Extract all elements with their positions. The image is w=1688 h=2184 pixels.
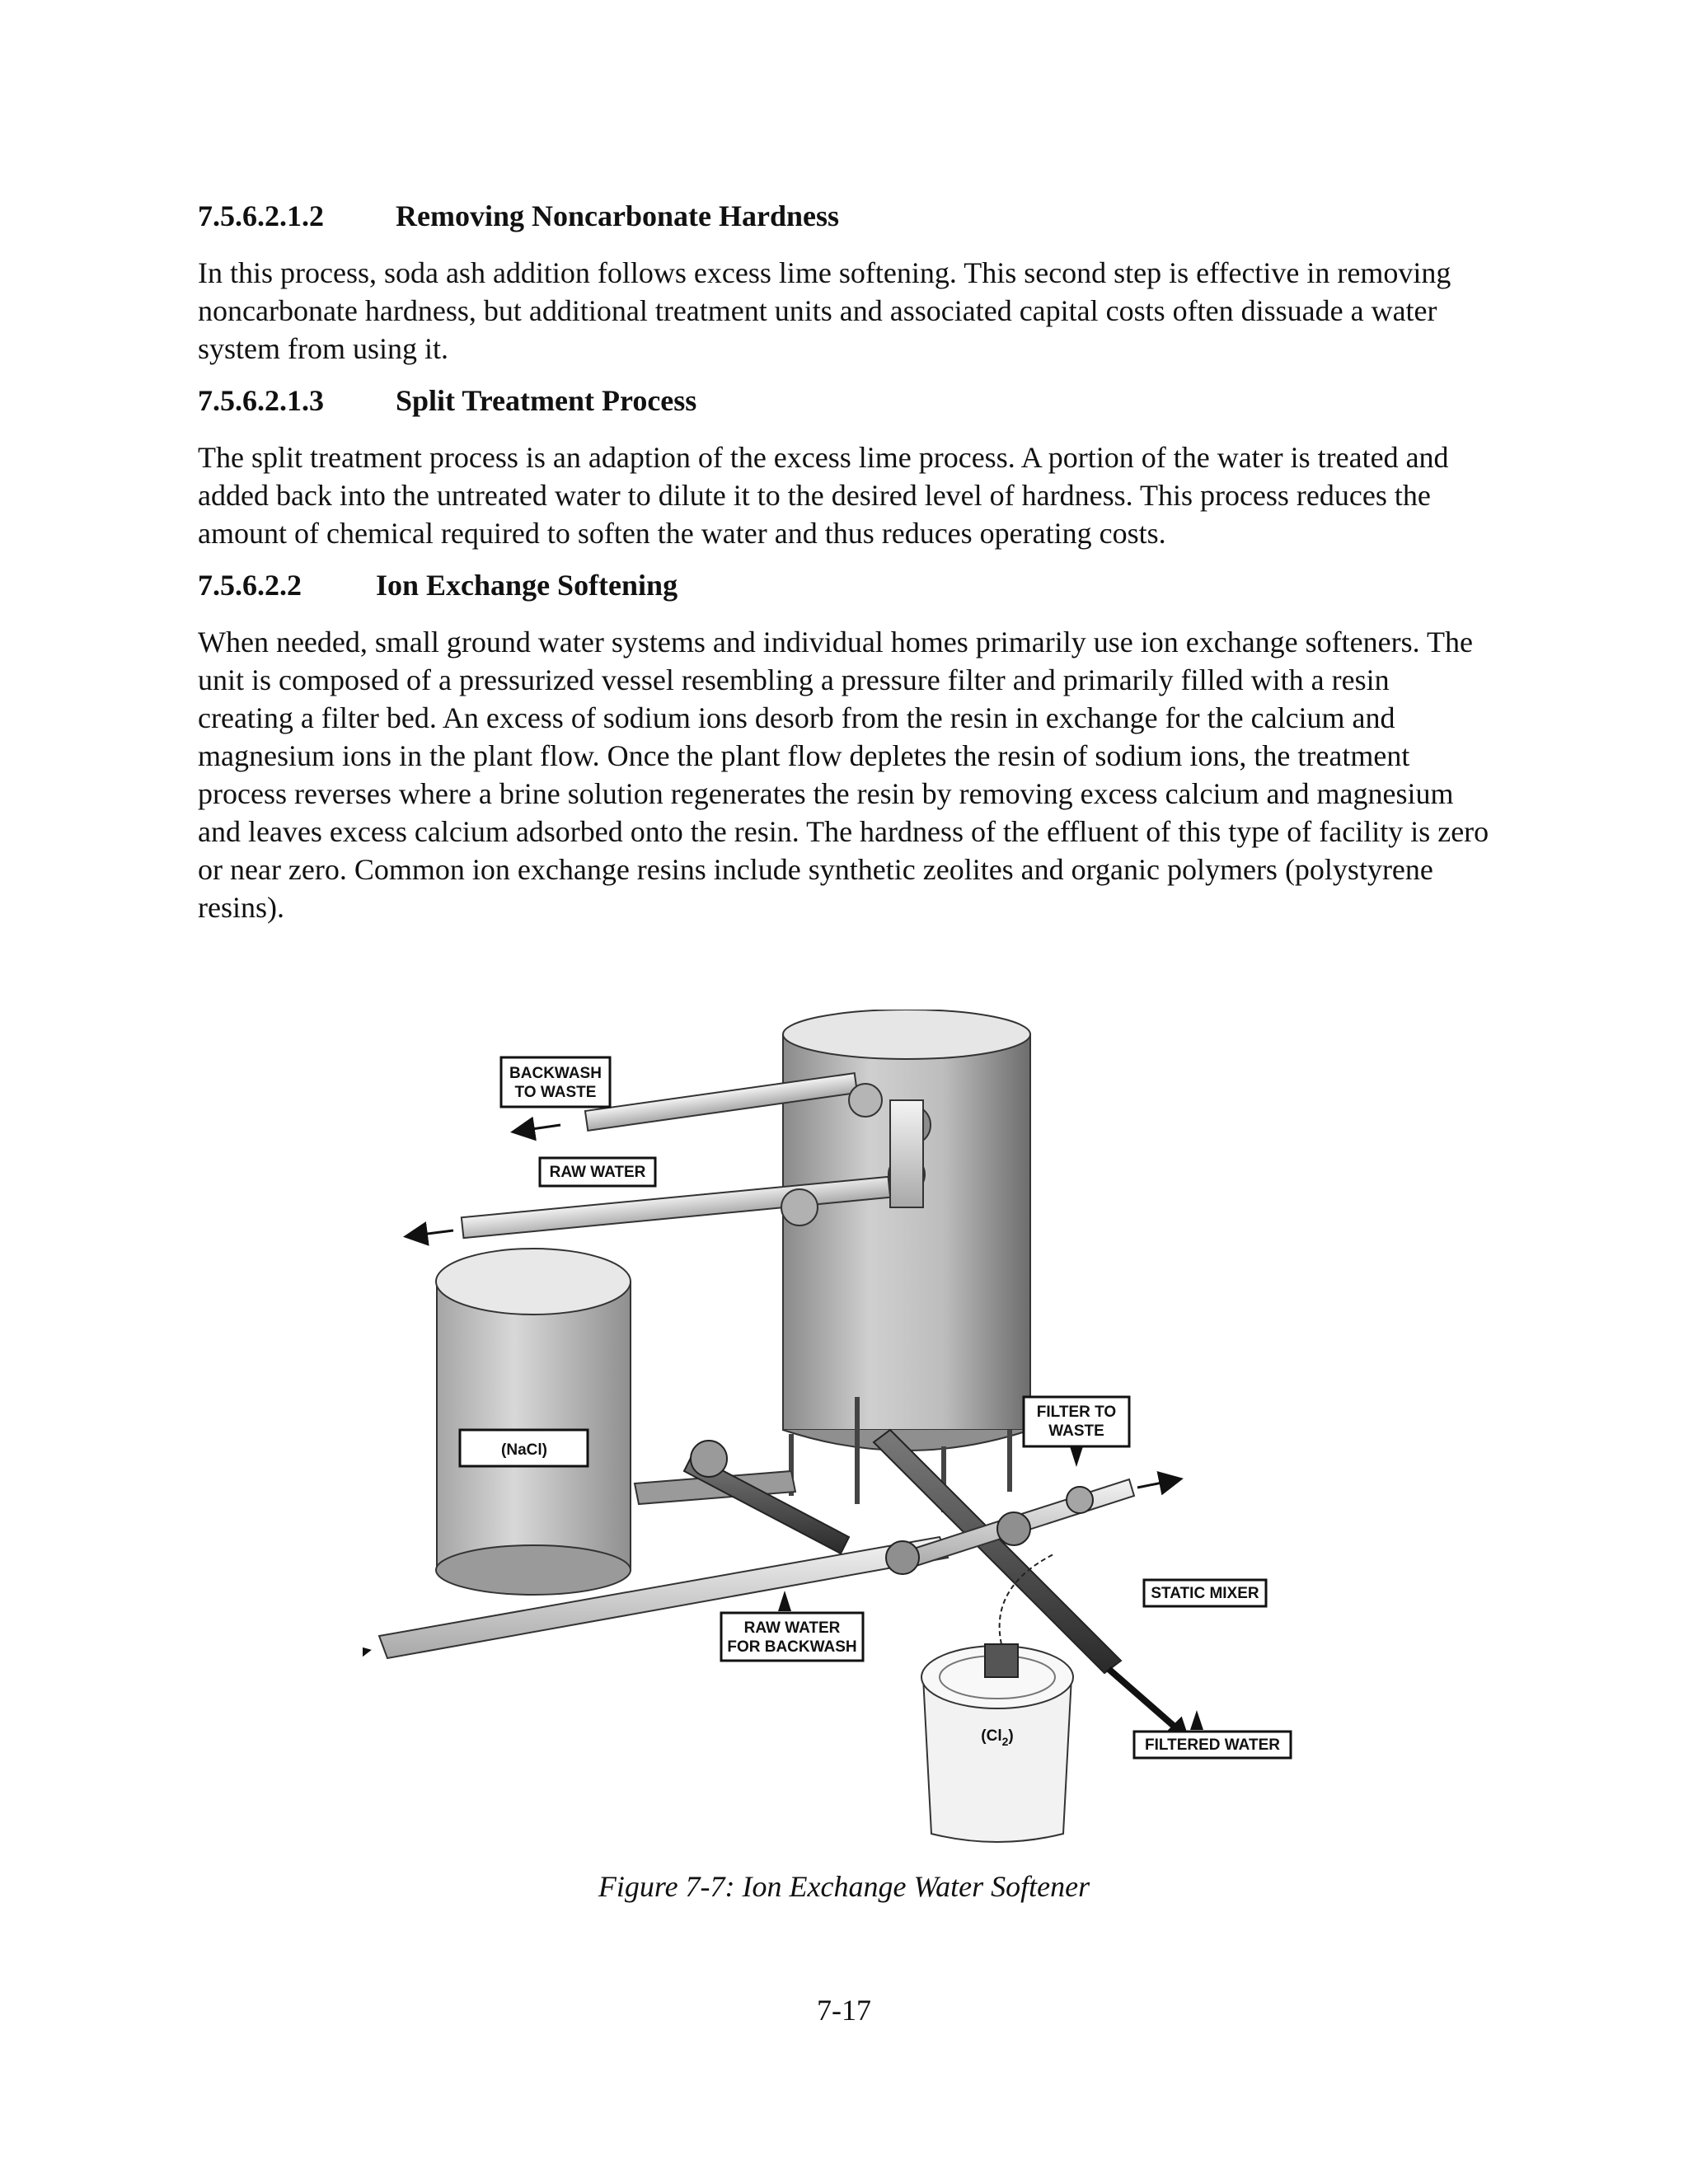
- svg-text:FILTERED WATER: FILTERED WATER: [1145, 1736, 1280, 1754]
- page-number: 7-17: [817, 1994, 871, 2027]
- section-title: Ion Exchange Softening: [376, 569, 678, 602]
- document-page: [198, 198, 1492, 941]
- section-heading-split: [198, 382, 1492, 419]
- svg-text:FOR BACKWASH: FOR BACKWASH: [727, 1638, 857, 1656]
- ion-exchange-figure: [363, 1010, 1327, 1850]
- svg-text:RAW WATER: RAW WATER: [743, 1619, 841, 1637]
- label-raw-water-for-backwash: [721, 1591, 863, 1661]
- section-title: Split Treatment Process: [396, 384, 697, 417]
- label-filter-to-waste: [1024, 1397, 1129, 1467]
- svg-text:TO WASTE: TO WASTE: [514, 1084, 597, 1101]
- svg-text:(NaCl): (NaCl): [501, 1441, 547, 1459]
- section-body-split: The split treatment process is an adaption of the excess lime process. A portion of the water is treated and added back into the untreated water to dilute it to the desired level of hardness. This process reduces the amount of chemical required to soften the water and thus reduces operating costs.: [198, 441, 1449, 550]
- label-filtered-water: [1134, 1710, 1291, 1758]
- svg-text:RAW WATER: RAW WATER: [549, 1164, 646, 1181]
- svg-text:(Cl2): $(Cl_2)$: [981, 1727, 1014, 1748]
- svg-text:WASTE: WASTE: [1048, 1422, 1104, 1440]
- label-raw-water: [540, 1158, 655, 1186]
- section-heading-ion-exchange: [198, 567, 1492, 603]
- label-static-mixer: [1144, 1580, 1266, 1606]
- svg-text:STATIC MIXER: STATIC MIXER: [1151, 1585, 1259, 1602]
- section-body-ion-exchange: When needed, small ground water systems and individual homes primarily use ion exchange softeners. The unit is composed of a pressurized vessel resembling a pressure filter and primarily filled with a resin creating a filter bed. An excess of sodium ions desorb from the resin in exchange for the calcium and magnesium ions in the plant flow. Once the plant flow depletes the resin of sodium ions, the treatment process reverses where a brine solution regenerates the resin by removing excess calcium and magnesium and leaves excess calcium adsorbed onto the resin. The hardness of the effluent of this type of facility is zero or near zero. Common ion exchange resins include synthetic zeolites and organic polymers (polystyrene resins).: [198, 626, 1489, 924]
- section-number: 7.5.6.2.1.3: [198, 384, 324, 417]
- brine-tank: [436, 1249, 631, 1595]
- svg-text:BACKWASH: BACKWASH: [509, 1065, 602, 1082]
- section-number: 7.5.6.2.2: [198, 569, 302, 602]
- label-backwash-to-waste: [501, 1057, 610, 1107]
- section-number: 7.5.6.2.1.2: [198, 199, 324, 232]
- label-nacl: [460, 1430, 588, 1466]
- softener-illustration: [363, 1010, 1327, 1850]
- section-heading-noncarbonate: [198, 198, 1492, 234]
- section-title: Removing Noncarbonate Hardness: [396, 199, 839, 232]
- section-body-noncarbonate: In this process, soda ash addition follows excess lime softening. This second step is effective in removing noncarbonate hardness, but additional treatment units and associated capital costs often dissuade a water system from using it.: [198, 256, 1451, 365]
- figure-caption: Figure 7-7: Ion Exchange Water Softener: [598, 1870, 1090, 1903]
- svg-text:FILTER TO: FILTER TO: [1036, 1404, 1117, 1421]
